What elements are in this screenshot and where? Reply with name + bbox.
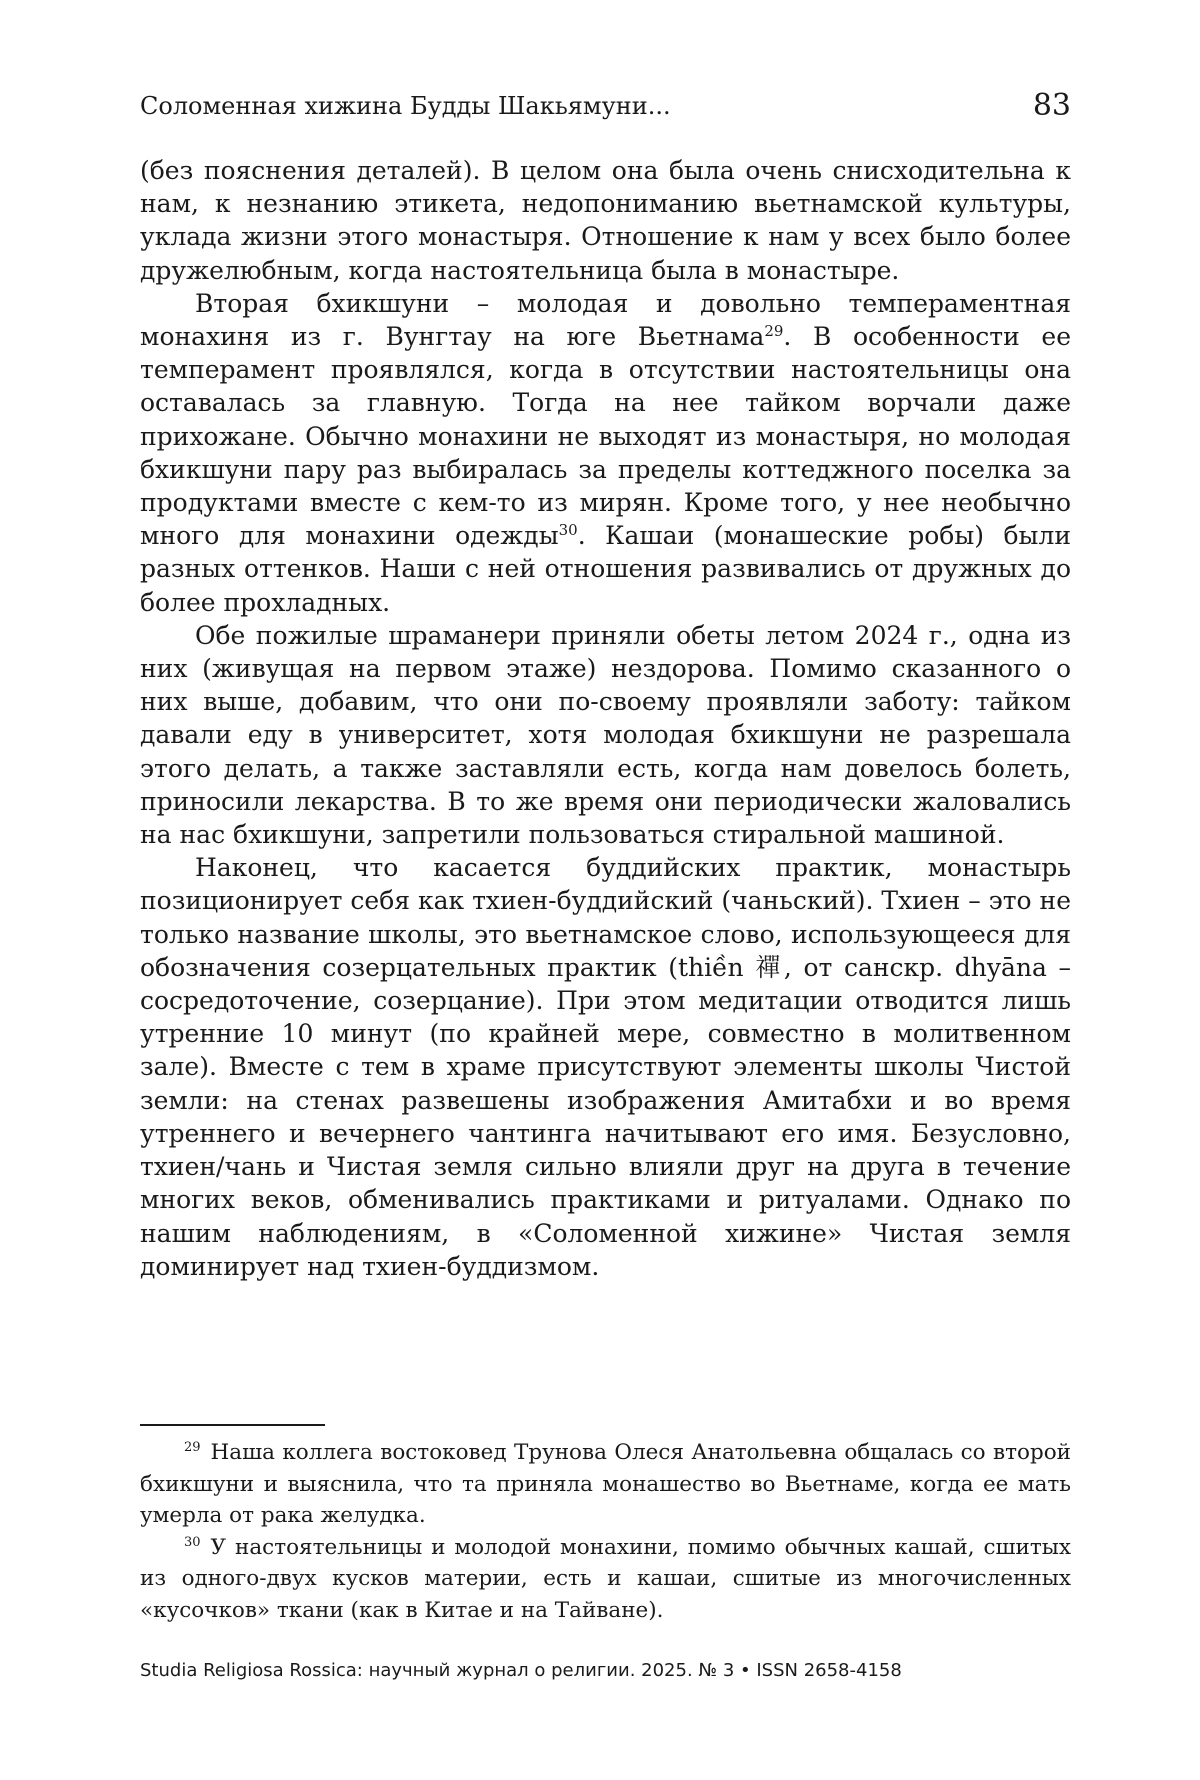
footnote-29 — [140, 1437, 1071, 1532]
paragraph-2 — [140, 287, 1071, 619]
running-title: Соломенная хижина Будды Шакьямуни... — [140, 92, 671, 120]
main-text — [140, 154, 1071, 1283]
journal-footer: Studia Religiosa Rossica: научный журнал о религии. 2025. № 3 • ISSN 2658-4158 — [140, 1660, 902, 1681]
footnote-ref-30: 30 — [558, 521, 578, 540]
footnote-number: 29 — [184, 1440, 201, 1455]
running-head — [140, 88, 1071, 128]
footnote-divider — [140, 1424, 325, 1426]
paragraph-4: Наконец, что касается буддийских практик, монастырь позиционирует себя как тхиен-буддийский (чаньский). Тхиен – это не только название школы, это вьетнамское слово, использующееся для обозначения созерцательных практик (thiền 禪, от санскр. dhyāna – сосредоточение, созерцание). При этом медитации отводится лишь утренние 10 минут (по крайней мере, совместно в молитвенном зале). Вместе с тем в храме присутствуют элементы школы Чистой земли: на стенах развешены изображения Амитабхи и во время утреннего и вечернего чантинга начитывают его имя. Безусловно, тхиен/чань и Чистая земля сильно влияли друг на друга в течение многих веков, обменивались практиками и ритуалами. Однако по нашим наблюдениям, в «Соломенной хижине» Чистая земля доминирует над тхиен-буддизмом. — [140, 853, 1071, 1281]
paragraph-3: Обе пожилые шраманери приняли обеты летом 2024 г., одна из них (живущая на первом этаже) нездорова. Помимо сказанного о них выше, добавим, что они по-своему проявляли заботу: тайком давали еду в университет, хотя молодая бхикшуни не разрешала этого делать, а также заставляли есть, когда нам довелось болеть, приносили лекарства. В то же время они периодически жаловались на нас бхикшуни, запретили пользоваться стиральной машиной. — [140, 620, 1071, 850]
footnote-text: Наша коллега востоковед Трунова Олеся Анатольевна общалась со второй бхикшуни и выяснила, что та приняла монашество во Вьетнаме, когда ее мать умерла от рака желудка. — [140, 1440, 1071, 1528]
footnotes — [140, 1437, 1071, 1626]
footnote-text: У настоятельницы и молодой монахини, помимо обычных кашай, сшитых из одного-двух кусков материи, есть и кашаи, сшитые из многочисленных «кусочков» ткани (как в Китае и на Тайване). — [140, 1534, 1071, 1623]
paragraph-2-part-2: . В особенности ее темперамент проявлялся, когда в отсутствии настоятельницы она оставалась за главную. Тогда на нее тайком ворчали даже прихожане. Обычно монахини не выходят из монастыря, но молодая бхикшуни пару раз выбиралась за пределы коттеджного поселка за продуктами вместе с кем-то из мирян. Кроме того, у нее необычно много для монахини одежды — [140, 322, 1071, 551]
paragraph-2-part-1: Вторая бхикшуни – молодая и довольно темпераментная монахиня из г. Вунгтау на юге Вьетнама — [140, 288, 1071, 352]
paragraph-2-part-3: . Кашаи (монашеские робы) были разных оттенков. Наши с ней отношения развивались от дружных до более прохладных. — [140, 521, 1071, 617]
paragraph-1: (без пояснения деталей). В целом она была очень снисходительна к нам, к незнанию этикета, недопониманию вьетнамской культуры, уклада жизни этого монастыря. Отношение к нам у всех было более дружелюбным, когда настоятельница была в монастыре. — [140, 156, 1071, 285]
footnote-ref-29: 29 — [764, 322, 784, 341]
page-number: 83 — [1032, 88, 1071, 123]
footnote-30 — [140, 1532, 1071, 1627]
footnote-number: 30 — [184, 1534, 201, 1550]
